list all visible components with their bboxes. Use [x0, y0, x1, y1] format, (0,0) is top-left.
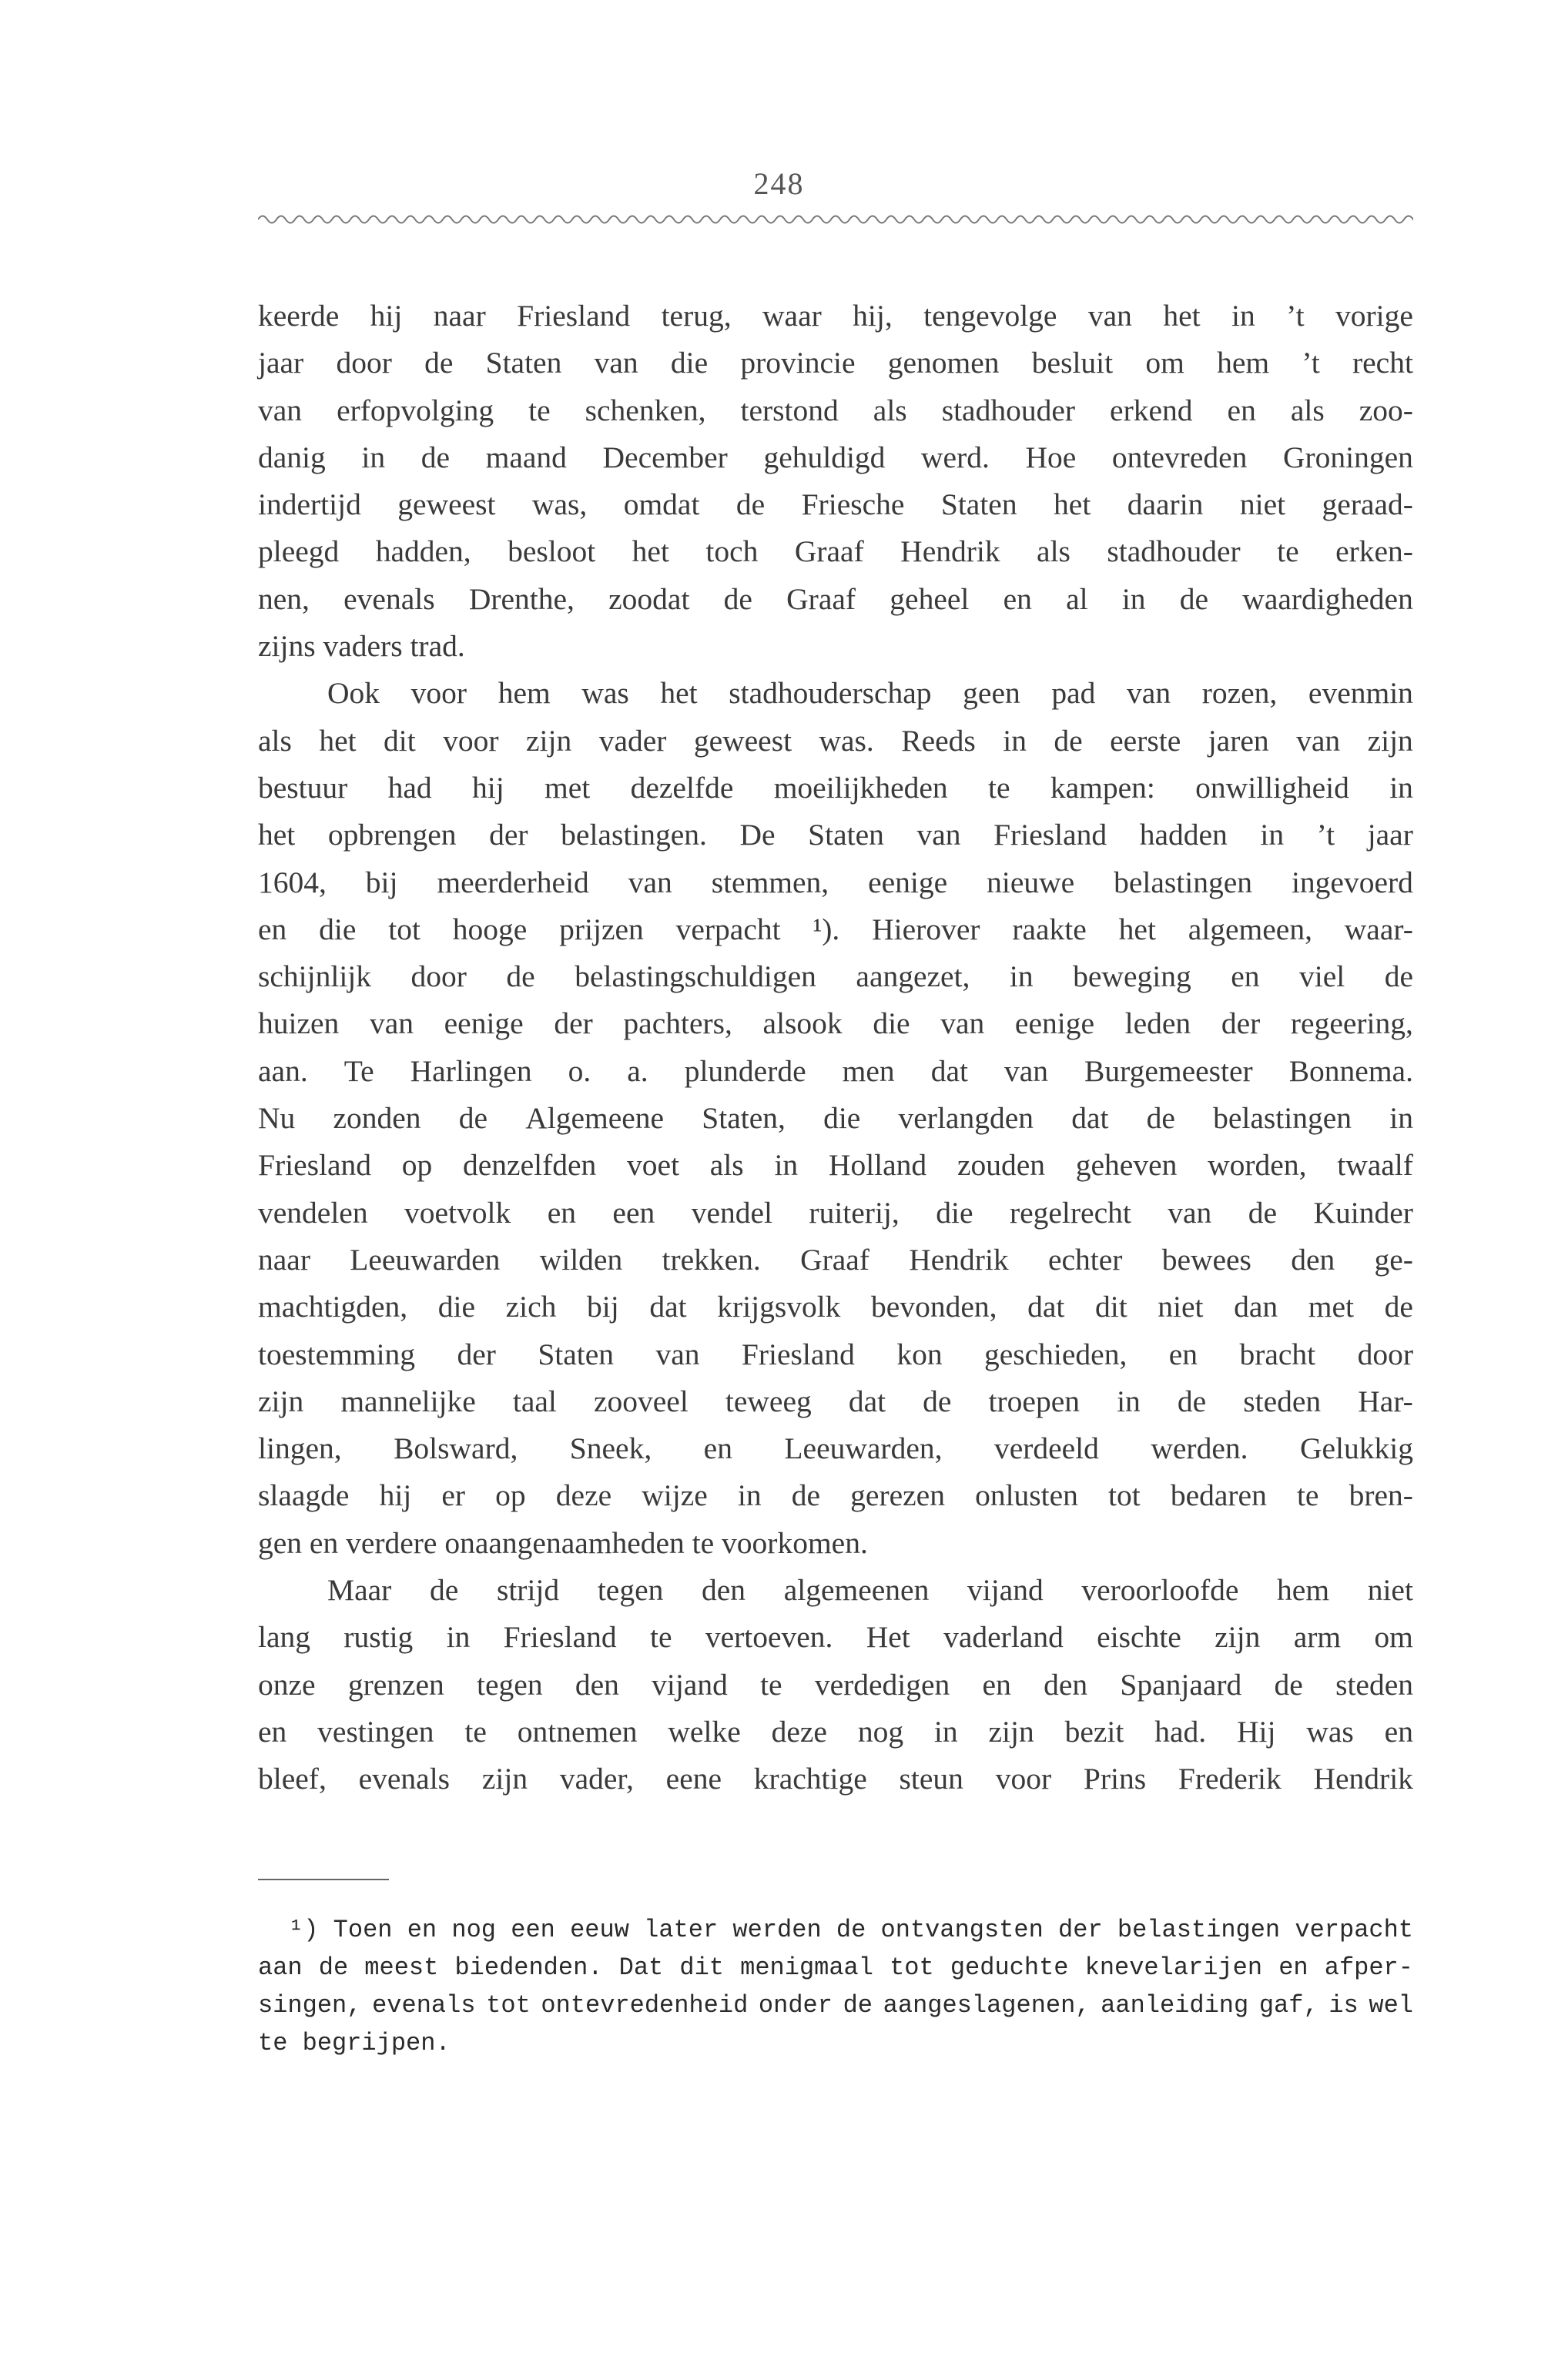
text-line: onze grenzen tegen den vijand te verdedigen en den Spanjaard de steden [258, 1667, 1413, 1702]
text-line: zijns vaders trad. [258, 629, 465, 664]
footnote [258, 1911, 1413, 2062]
text-line: vendelen voetvolk en een vendel ruiterij, die regelrecht van de Kuinder [258, 1195, 1413, 1230]
footnote-line: ¹) Toen en nog een eeuw later werden de ontvangsten der belastingen verpacht [289, 1916, 1413, 1944]
text-line: aan. Te Harlingen o. a. plunderde men dat van Burgemeester Bonnema. [258, 1053, 1413, 1088]
text-line: het opbrengen der belastingen. De Staten van Friesland hadden in ’t jaar [258, 818, 1413, 852]
text-line: gen en verdere onaangenaamheden te voorkomen. [258, 1525, 868, 1560]
text-line: 1604, bij meerderheid van stemmen, eenige nieuwe belastingen ingevoerd [258, 865, 1413, 899]
footnote-line: aan de meest biedenden. Dat dit menigmaal tot geduchte knevelarijen en afper- [258, 1953, 1413, 1982]
body-text [258, 293, 1413, 1803]
text-line: zijn mannelijke taal zooveel teweeg dat de troepen in de steden Har- [258, 1384, 1413, 1418]
text-line: Nu zonden de Algemeene Staten, die verlangden dat de belastingen in [258, 1101, 1413, 1136]
page-number: 248 [753, 166, 805, 201]
text-line: nen, evenals Drenthe, zoodat de Graaf geheel en al in de waardigheden [258, 581, 1413, 616]
text-line: slaagde hij er op deze wijze in de gerezen onlusten tot bedaren te bren- [258, 1478, 1413, 1513]
text-line: lingen, Bolsward, Sneek, en Leeuwarden, verdeeld werden. Gelukkig [258, 1431, 1413, 1466]
footnote-line: singen, evenals tot ontevredenheid onder de aangeslagenen, aanleiding gaf, is wel [258, 1991, 1413, 2020]
footnote-line: te begrijpen. [258, 2029, 451, 2057]
text-line: indertijd geweest was, omdat de Friesche Staten het daarin niet geraad- [258, 487, 1413, 522]
text-line: toestemming der Staten van Friesland kon geschieden, en bracht door [258, 1337, 1413, 1371]
text-line: en die tot hooge prijzen verpacht ¹). Hierover raakte het algemeen, waar- [258, 912, 1413, 946]
text-line: danig in de maand December gehuldigd werd. Hoe ontevreden Groningen [258, 440, 1413, 474]
text-line: en vestingen te ontnemen welke deze nog in zijn bezit had. Hij was en [258, 1714, 1413, 1749]
text-line: huizen van eenige der pachters, alsook die van eenige leden der regeering, [258, 1006, 1413, 1041]
text-line: lang rustig in Friesland te vertoeven. Het vaderland eischte zijn arm om [258, 1620, 1413, 1655]
text-line: naar Leeuwarden wilden trekken. Graaf Hendrik echter bewees den ge- [258, 1242, 1413, 1277]
text-line: pleegd hadden, besloot het toch Graaf Hendrik als stadhouder te erken- [258, 534, 1413, 569]
text-line: Maar de strijd tegen den algemeenen vijand veroorloofde hem niet [327, 1573, 1413, 1608]
text-line: bleef, evenals zijn vader, eene krachtige steun voor Prins Frederik Hendrik [258, 1762, 1413, 1796]
text-line: Friesland op denzelfden voet als in Holland zouden geheven worden, twaalf [258, 1148, 1413, 1183]
text-line: bestuur had hij met dezelfde moeilijkheden te kampen: onwilligheid in [258, 770, 1413, 805]
text-line: als het dit voor zijn vader geweest was. Reeds in de eerste jaren van zijn [258, 723, 1413, 758]
text-line: Ook voor hem was het stadhouderschap geen pad van rozen, evenmin [327, 676, 1413, 711]
text-line: schijnlijk door de belastingschuldigen aangezet, in beweging en viel de [258, 959, 1413, 994]
text-line: machtigden, die zich bij dat krijgsvolk bevonden, dat dit niet dan met de [258, 1290, 1413, 1324]
footnote-separator [258, 1879, 389, 1880]
wavy-rule-ornament [258, 208, 1413, 231]
text-line: jaar door de Staten van die provincie genomen besluit om hem ’t recht [258, 346, 1413, 380]
text-line: keerde hij naar Friesland terug, waar hij, tengevolge van het in ’t vorige [258, 299, 1413, 333]
text-line: van erfopvolging te schenken, terstond als stadhouder erkend en als zoo- [258, 393, 1413, 427]
